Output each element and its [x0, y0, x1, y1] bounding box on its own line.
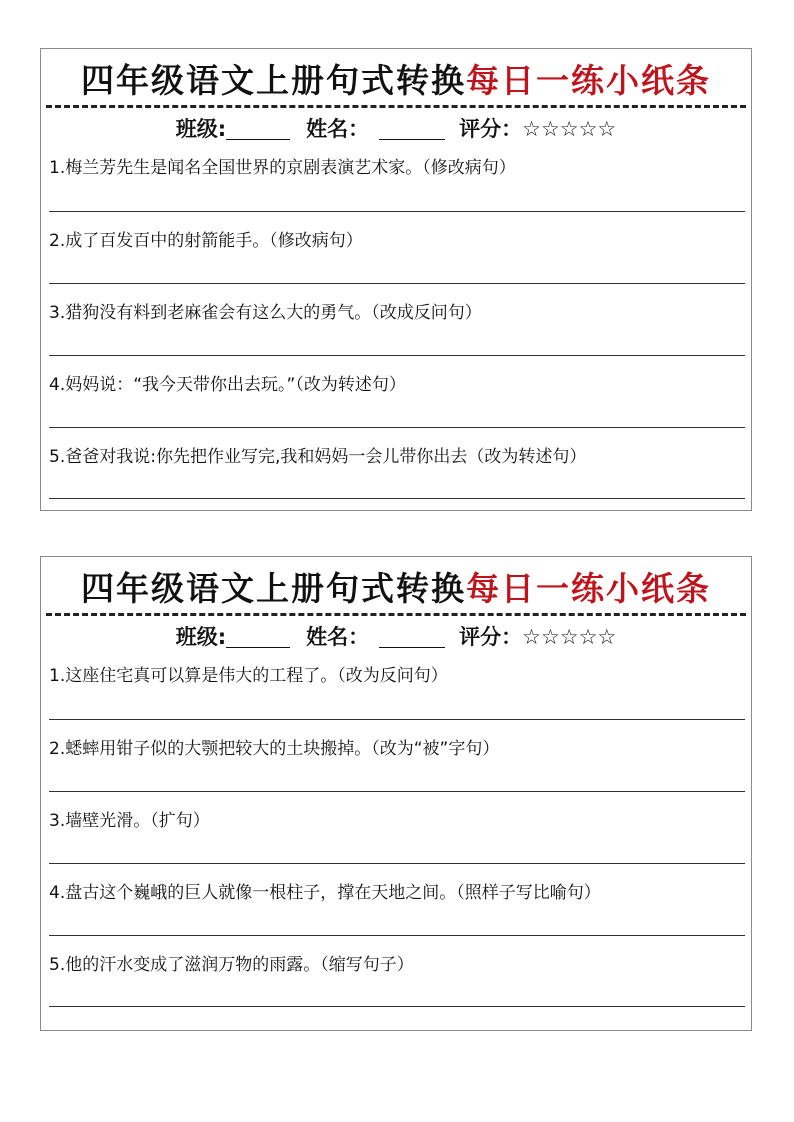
class-label: 班级:	[175, 625, 227, 649]
title-main: 四年级语文上册句式转换	[81, 569, 466, 608]
question-3: 3.墙壁光滑。（扩句）	[49, 811, 210, 831]
score-label: 评分：	[459, 117, 523, 141]
answer-line-3[interactable]	[49, 863, 745, 864]
worksheet-card-2	[40, 556, 752, 1031]
name-label: 姓名：	[306, 117, 370, 141]
question-2: 2.蟋蟀用钳子似的大颚把较大的土块搬掉。（改为“被”字句）	[49, 739, 500, 759]
title-main: 四年级语文上册句式转换	[81, 61, 466, 100]
dashed-divider	[46, 105, 746, 108]
rating-stars[interactable]: ☆☆☆☆☆	[522, 117, 617, 141]
question-5: 5.他的汗水变成了滋润万物的雨露。（缩写句子）	[49, 955, 414, 975]
question-2: 2.成了百发百中的射箭能手。（修改病句）	[49, 231, 363, 251]
name-blank[interactable]	[379, 119, 445, 140]
student-info-row	[41, 113, 751, 143]
answer-line-1[interactable]	[49, 719, 745, 720]
student-info-row	[41, 621, 751, 651]
answer-line-3[interactable]	[49, 355, 745, 356]
question-5: 5.爸爸对我说:你先把作业写完,我和妈妈一会儿带你出去（改为转述句）	[49, 447, 587, 467]
title-highlight: 每日一练小纸条	[466, 569, 711, 608]
class-blank[interactable]	[226, 627, 290, 648]
question-4: 4.盘古这个巍峨的巨人就像一根柱子，撑在天地之间。（照样子写比喻句）	[49, 883, 601, 903]
worksheet-title	[41, 563, 751, 610]
rating-stars[interactable]: ☆☆☆☆☆	[522, 625, 617, 649]
class-blank[interactable]	[226, 119, 290, 140]
name-label: 姓名：	[306, 625, 370, 649]
worksheet-title	[41, 55, 751, 102]
answer-line-4[interactable]	[49, 935, 745, 936]
answer-line-5[interactable]	[49, 498, 745, 499]
class-label: 班级:	[175, 117, 227, 141]
answer-line-4[interactable]	[49, 427, 745, 428]
question-3: 3.猎狗没有料到老麻雀会有这么大的勇气。（改成反问句）	[49, 303, 482, 323]
dashed-divider	[46, 613, 746, 616]
worksheet-card-1	[40, 48, 752, 511]
answer-line-5[interactable]	[49, 1006, 745, 1007]
name-blank[interactable]	[379, 627, 445, 648]
answer-line-2[interactable]	[49, 791, 745, 792]
question-4: 4.妈妈说：“我今天带你出去玩。”（改为转述句）	[49, 375, 406, 395]
question-1: 1.梅兰芳先生是闻名全国世界的京剧表演艺术家。（修改病句）	[49, 158, 516, 178]
question-1: 1.这座住宅真可以算是伟大的工程了。（改为反问句）	[49, 666, 448, 686]
answer-line-2[interactable]	[49, 283, 745, 284]
score-label: 评分：	[459, 625, 523, 649]
answer-line-1[interactable]	[49, 211, 745, 212]
title-highlight: 每日一练小纸条	[466, 61, 711, 100]
